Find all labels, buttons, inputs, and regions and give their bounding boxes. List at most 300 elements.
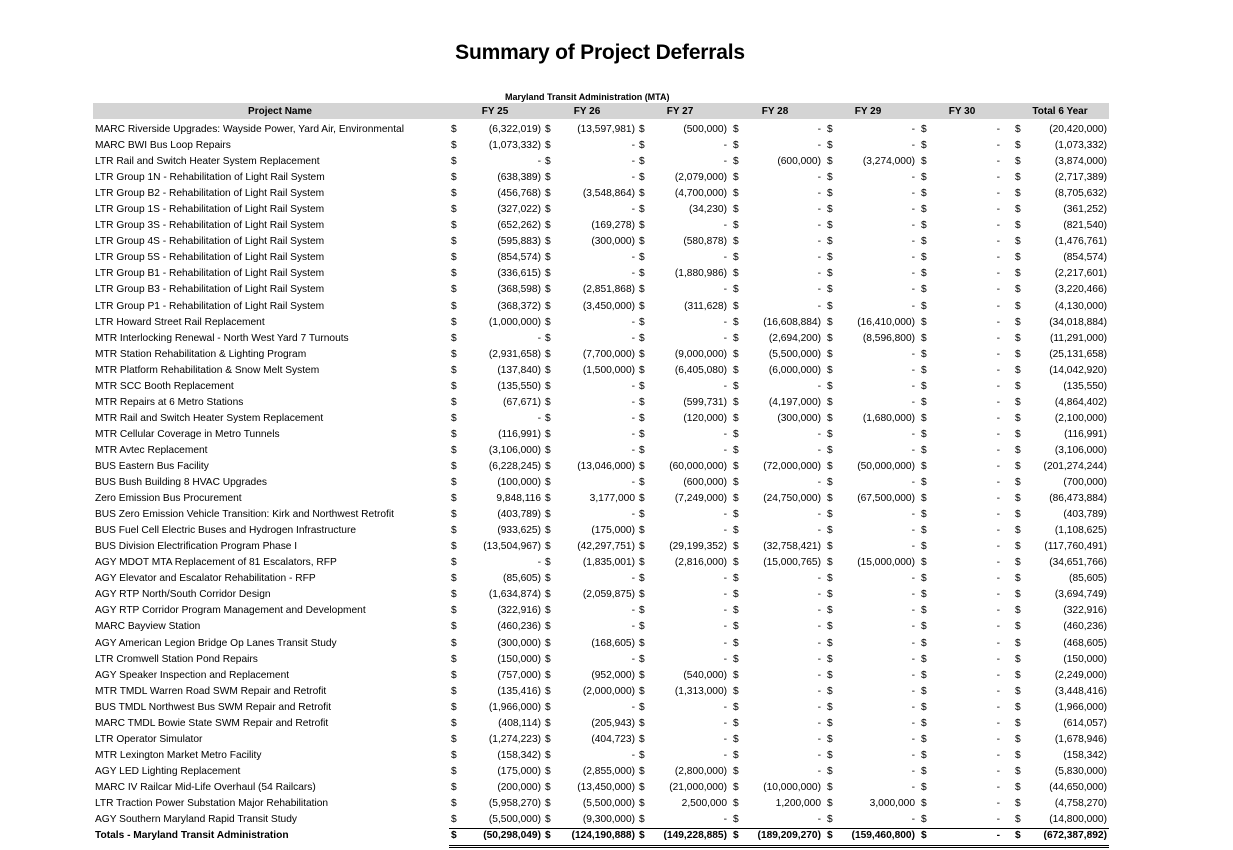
cell-value: (2,800,000) (674, 765, 727, 777)
cell-value: (9,000,000) (674, 348, 727, 360)
table-row (0, 652, 1233, 668)
currency-symbol: $ (733, 124, 739, 135)
cell-value: 3,000,000 (869, 797, 915, 809)
currency-symbol: $ (545, 124, 551, 135)
project-name: AGY RTP Corridor Program Management and Development (95, 605, 366, 617)
currency-symbol: $ (545, 204, 551, 216)
cell-value: (3,448,416) (1054, 685, 1107, 697)
currency-symbol: $ (639, 765, 645, 777)
currency-symbol: $ (451, 589, 457, 601)
cell-value: (1,880,986) (674, 268, 727, 280)
cell-value: - (996, 444, 1000, 456)
currency-symbol: $ (639, 669, 645, 681)
currency-symbol: $ (921, 460, 927, 472)
cell-value: - (996, 364, 1000, 376)
currency-symbol: $ (545, 589, 551, 601)
cell-value: (403,789) (1063, 509, 1107, 521)
currency-symbol: $ (639, 188, 645, 200)
currency-symbol: $ (1015, 749, 1021, 761)
cell-value: - (631, 252, 635, 264)
currency-symbol: $ (545, 541, 551, 553)
currency-symbol: $ (921, 332, 927, 344)
cell-value: (854,574) (497, 252, 541, 264)
project-name: BUS Eastern Bus Facility (95, 460, 209, 472)
table-row (0, 539, 1233, 555)
currency-symbol: $ (639, 380, 645, 392)
project-name: LTR Howard Street Rail Replacement (95, 316, 265, 328)
currency-symbol: $ (827, 653, 833, 665)
cell-value: (3,106,000) (488, 444, 541, 456)
cell-value: (2,079,000) (674, 172, 727, 184)
cell-value: (120,000) (683, 412, 727, 424)
currency-symbol: $ (827, 428, 833, 440)
currency-symbol: $ (1015, 493, 1021, 505)
cell-value: - (911, 284, 915, 296)
cell-value: (150,000) (497, 653, 541, 665)
table-row (0, 684, 1233, 700)
currency-symbol: $ (639, 685, 645, 697)
cell-value: (1,000,000) (488, 316, 541, 328)
project-name: LTR Group 3S - Rehabilitation of Light Rail System (95, 220, 325, 232)
cell-value: - (911, 621, 915, 633)
cell-value: - (817, 605, 821, 617)
table-row (0, 266, 1233, 282)
cell-value: (150,000) (1063, 653, 1107, 665)
currency-symbol: $ (921, 364, 927, 376)
cell-value: (1,634,874) (488, 589, 541, 601)
currency-symbol: $ (733, 637, 739, 649)
cell-value: (3,274,000) (862, 156, 915, 168)
currency-symbol: $ (545, 749, 551, 761)
cell-value: - (817, 284, 821, 296)
col-header-project: Project Name (248, 106, 312, 117)
cell-value: - (996, 412, 1000, 424)
currency-symbol: $ (1015, 541, 1021, 553)
cell-value: - (911, 188, 915, 200)
cell-value: (757,000) (497, 669, 541, 681)
currency-symbol: $ (827, 268, 833, 280)
project-name: MTR TMDL Warren Road SWM Repair and Retrofit (95, 685, 327, 697)
currency-symbol: $ (451, 396, 457, 408)
currency-symbol: $ (827, 172, 833, 184)
currency-symbol: $ (451, 797, 457, 809)
cell-value: (327,022) (497, 204, 541, 216)
cell-value: - (817, 717, 821, 729)
currency-symbol: $ (545, 830, 551, 842)
currency-symbol: $ (639, 477, 645, 489)
table-row (0, 668, 1233, 684)
table-row (0, 700, 1233, 716)
currency-symbol: $ (1015, 380, 1021, 392)
table-row (0, 507, 1233, 523)
currency-symbol: $ (921, 493, 927, 505)
project-name: AGY LED Lighting Replacement (95, 765, 241, 777)
cell-value: - (996, 332, 1000, 344)
cell-value: - (723, 717, 727, 729)
cell-value: - (817, 749, 821, 761)
currency-symbol: $ (921, 589, 927, 601)
currency-symbol: $ (451, 124, 457, 135)
currency-symbol: $ (639, 749, 645, 761)
currency-symbol: $ (451, 653, 457, 665)
currency-symbol: $ (451, 477, 457, 489)
currency-symbol: $ (921, 396, 927, 408)
table-row (0, 411, 1233, 427)
cell-value: - (996, 188, 1000, 200)
currency-symbol: $ (1015, 701, 1021, 713)
cell-value: (85,605) (1069, 573, 1107, 585)
cell-value: - (911, 236, 915, 248)
currency-symbol: $ (827, 637, 833, 649)
currency-symbol: $ (639, 204, 645, 216)
table-row (0, 234, 1233, 250)
currency-symbol: $ (451, 509, 457, 521)
cell-value: - (817, 814, 821, 826)
currency-symbol: $ (921, 156, 927, 168)
cell-value: (5,958,270) (488, 797, 541, 809)
currency-symbol: $ (827, 332, 833, 344)
currency-symbol: $ (827, 701, 833, 713)
cell-value: (599,731) (683, 396, 727, 408)
cell-value: - (817, 669, 821, 681)
cell-value: - (817, 220, 821, 232)
cell-value: - (996, 605, 1000, 617)
cell-value: - (631, 477, 635, 489)
cell-value: (6,405,080) (674, 364, 727, 376)
currency-symbol: $ (545, 685, 551, 697)
cell-value: (1,108,625) (1054, 525, 1107, 537)
table-row (0, 331, 1233, 347)
cell-value: 3,177,000 (589, 493, 635, 505)
currency-symbol: $ (921, 477, 927, 489)
cell-value: (25,131,658) (1049, 348, 1107, 360)
cell-value: (2,694,200) (768, 332, 821, 344)
currency-symbol: $ (451, 717, 457, 729)
cell-value: (300,000) (497, 637, 541, 649)
col-header-fy27: FY 27 (666, 106, 694, 117)
table-row (0, 780, 1233, 796)
cell-value: - (996, 701, 1000, 713)
project-name: LTR Traction Power Substation Major Rehabilitation (95, 797, 329, 809)
cell-value: - (631, 621, 635, 633)
cell-value: (854,574) (1063, 252, 1107, 264)
cell-value: - (911, 525, 915, 537)
currency-symbol: $ (733, 332, 739, 344)
cell-value: (1,966,000) (1054, 701, 1107, 713)
cell-value: - (996, 685, 1000, 697)
currency-symbol: $ (639, 509, 645, 521)
currency-symbol: $ (733, 444, 739, 456)
currency-symbol: $ (451, 525, 457, 537)
currency-symbol: $ (921, 814, 927, 826)
cell-value: - (911, 573, 915, 585)
project-name: LTR Group B3 - Rehabilitation of Light Rail System (95, 284, 325, 296)
currency-symbol: $ (921, 444, 927, 456)
currency-symbol: $ (921, 749, 927, 761)
cell-value: 1,200,000 (775, 797, 821, 809)
currency-symbol: $ (639, 541, 645, 553)
currency-symbol: $ (921, 268, 927, 280)
project-name: BUS Bush Building 8 HVAC Upgrades (95, 477, 267, 489)
currency-symbol: $ (451, 557, 457, 569)
cell-value: (13,046,000) (577, 460, 635, 472)
currency-symbol: $ (1015, 557, 1021, 569)
currency-symbol: $ (451, 348, 457, 360)
cell-value: - (911, 140, 915, 152)
cell-value: - (911, 124, 915, 135)
cell-value: - (723, 653, 727, 665)
cell-value: - (911, 364, 915, 376)
project-name: LTR Group 1N - Rehabilitation of Light Rail System (95, 172, 325, 184)
cell-value: - (996, 653, 1000, 665)
cell-value: - (631, 380, 635, 392)
currency-symbol: $ (545, 765, 551, 777)
cell-value: (16,608,884) (763, 316, 821, 328)
cell-value: (4,130,000) (1054, 300, 1107, 312)
cell-value: - (817, 444, 821, 456)
cell-value: (4,700,000) (674, 188, 727, 200)
currency-symbol: $ (545, 621, 551, 633)
project-name: AGY American Legion Bridge Op Lanes Transit Study (95, 637, 337, 649)
project-name: AGY Southern Maryland Rapid Transit Study (95, 814, 297, 826)
currency-symbol: $ (639, 717, 645, 729)
currency-symbol: $ (921, 220, 927, 232)
currency-symbol: $ (639, 396, 645, 408)
cell-value: - (911, 717, 915, 729)
currency-symbol: $ (451, 573, 457, 585)
cell-value: (3,874,000) (1054, 156, 1107, 168)
currency-symbol: $ (733, 316, 739, 328)
cell-value: (116,991) (498, 428, 541, 440)
cell-value: (3,220,466) (1054, 284, 1107, 296)
currency-symbol: $ (451, 749, 457, 761)
cell-value: - (911, 396, 915, 408)
project-name: LTR Group B2 - Rehabilitation of Light Rail System (95, 188, 325, 200)
currency-symbol: $ (827, 717, 833, 729)
cell-value: - (723, 140, 727, 152)
cell-value: (201,274,244) (1043, 460, 1107, 472)
currency-symbol: $ (733, 749, 739, 761)
cell-value: - (723, 814, 727, 826)
cell-value: (5,500,000) (582, 797, 635, 809)
currency-symbol: $ (733, 621, 739, 633)
currency-symbol: $ (639, 412, 645, 424)
cell-value: (4,864,402) (1054, 396, 1107, 408)
currency-symbol: $ (827, 830, 833, 842)
currency-symbol: $ (733, 156, 739, 168)
cell-value: (1,073,332) (1054, 140, 1107, 152)
currency-symbol: $ (921, 830, 927, 842)
cell-value: - (911, 589, 915, 601)
cell-value: - (996, 428, 1000, 440)
currency-symbol: $ (639, 444, 645, 456)
currency-symbol: $ (545, 460, 551, 472)
currency-symbol: $ (733, 685, 739, 697)
currency-symbol: $ (827, 316, 833, 328)
cell-value: - (911, 252, 915, 264)
currency-symbol: $ (639, 124, 645, 135)
cell-value: - (996, 765, 1000, 777)
cell-value: (20,420,000) (1049, 124, 1107, 135)
table-row (0, 571, 1233, 587)
cell-value: - (996, 621, 1000, 633)
cell-value: (2,851,868) (582, 284, 635, 296)
currency-symbol: $ (1015, 765, 1021, 777)
cell-value: (700,000) (1063, 477, 1107, 489)
cell-value: - (817, 380, 821, 392)
currency-symbol: $ (639, 364, 645, 376)
cell-value: (205,943) (591, 717, 635, 729)
currency-symbol: $ (733, 525, 739, 537)
cell-value: (168,605) (591, 637, 635, 649)
cell-value: - (817, 428, 821, 440)
cell-value: - (631, 332, 635, 344)
cell-value: - (996, 669, 1000, 681)
currency-symbol: $ (545, 300, 551, 312)
cell-value: - (631, 204, 635, 216)
cell-value: - (911, 428, 915, 440)
currency-symbol: $ (921, 637, 927, 649)
cell-value: - (996, 124, 1000, 135)
cell-value: - (723, 316, 727, 328)
currency-symbol: $ (639, 252, 645, 264)
currency-symbol: $ (733, 605, 739, 617)
total-rule-bottom-1 (449, 845, 1109, 846)
cell-value: - (723, 525, 727, 537)
currency-symbol: $ (451, 830, 457, 842)
cell-value: (8,596,800) (862, 332, 915, 344)
currency-symbol: $ (639, 332, 645, 344)
currency-symbol: $ (545, 781, 551, 793)
cell-value: (5,500,000) (488, 814, 541, 826)
currency-symbol: $ (827, 284, 833, 296)
table-row (0, 186, 1233, 202)
currency-symbol: $ (1015, 637, 1021, 649)
currency-symbol: $ (451, 493, 457, 505)
cell-value: - (817, 172, 821, 184)
table-row (0, 459, 1233, 475)
currency-symbol: $ (733, 765, 739, 777)
cell-value: (460,236) (497, 621, 541, 633)
cell-value: (2,717,389) (1054, 172, 1107, 184)
currency-symbol: $ (545, 188, 551, 200)
currency-symbol: $ (921, 124, 927, 135)
currency-symbol: $ (451, 733, 457, 745)
currency-symbol: $ (545, 364, 551, 376)
currency-symbol: $ (733, 236, 739, 248)
project-name: MTR Cellular Coverage in Metro Tunnels (95, 428, 280, 440)
currency-symbol: $ (451, 460, 457, 472)
table-row (0, 282, 1233, 298)
cell-value: - (996, 316, 1000, 328)
currency-symbol: $ (827, 781, 833, 793)
currency-symbol: $ (733, 220, 739, 232)
cell-value: (1,678,946) (1054, 733, 1107, 745)
currency-symbol: $ (639, 701, 645, 713)
cell-value: (2,000,000) (582, 685, 635, 697)
cell-value: (34,018,884) (1049, 316, 1107, 328)
currency-symbol: $ (451, 669, 457, 681)
project-name: Zero Emission Bus Procurement (95, 493, 242, 505)
currency-symbol: $ (1015, 509, 1021, 521)
agency-heading: Maryland Transit Administration (MTA) (505, 92, 670, 102)
currency-symbol: $ (545, 220, 551, 232)
currency-symbol: $ (545, 733, 551, 745)
cell-value: - (996, 733, 1000, 745)
currency-symbol: $ (1015, 621, 1021, 633)
currency-symbol: $ (451, 220, 457, 232)
cell-value: - (631, 444, 635, 456)
currency-symbol: $ (451, 814, 457, 826)
cell-value: - (723, 220, 727, 232)
currency-symbol: $ (451, 332, 457, 344)
currency-symbol: $ (639, 573, 645, 585)
project-name: MTR Platform Rehabilitation & Snow Melt System (95, 364, 320, 376)
cell-value: - (996, 477, 1000, 489)
currency-symbol: $ (451, 140, 457, 152)
currency-symbol: $ (1015, 653, 1021, 665)
cell-value: (600,000) (683, 477, 727, 489)
currency-symbol: $ (1015, 364, 1021, 376)
cell-value: (404,723) (591, 733, 635, 745)
cell-value: 2,500,000 (681, 797, 727, 809)
currency-symbol: $ (921, 717, 927, 729)
currency-symbol: $ (545, 156, 551, 168)
currency-symbol: $ (639, 797, 645, 809)
currency-symbol: $ (639, 621, 645, 633)
table-row (0, 138, 1233, 154)
cell-value: (5,830,000) (1054, 765, 1107, 777)
cell-value: - (817, 140, 821, 152)
col-header-fy25: FY 25 (481, 106, 509, 117)
project-name: LTR Rail and Switch Heater System Replacement (95, 156, 320, 168)
currency-symbol: $ (921, 541, 927, 553)
cell-value: - (996, 781, 1000, 793)
cell-value: - (996, 140, 1000, 152)
currency-symbol: $ (733, 252, 739, 264)
currency-symbol: $ (1015, 300, 1021, 312)
currency-symbol: $ (921, 557, 927, 569)
currency-symbol: $ (1015, 252, 1021, 264)
currency-symbol: $ (1015, 669, 1021, 681)
currency-symbol: $ (545, 717, 551, 729)
currency-symbol: $ (639, 589, 645, 601)
currency-symbol: $ (921, 236, 927, 248)
cell-value: - (817, 733, 821, 745)
cell-value: (86,473,884) (1049, 493, 1107, 505)
cell-value: - (817, 268, 821, 280)
cell-value: - (537, 412, 541, 424)
cell-value: - (996, 460, 1000, 472)
currency-symbol: $ (921, 509, 927, 521)
project-name: MARC IV Railcar Mid-Life Overhaul (54 Railcars) (95, 781, 316, 793)
table-row (0, 748, 1233, 764)
cell-value: - (631, 316, 635, 328)
project-name: LTR Group 5S - Rehabilitation of Light Rail System (95, 252, 325, 264)
cell-value: (933,625) (497, 525, 541, 537)
cell-value: - (996, 493, 1000, 505)
project-name: MTR SCC Booth Replacement (95, 380, 234, 392)
currency-symbol: $ (827, 124, 833, 135)
currency-symbol: $ (827, 573, 833, 585)
cell-value: (34,230) (689, 204, 727, 216)
cell-value: (322,916) (497, 605, 541, 617)
currency-symbol: $ (545, 814, 551, 826)
cell-value: - (911, 300, 915, 312)
cell-value: (15,000,000) (857, 557, 915, 569)
cell-value: - (911, 509, 915, 521)
cell-value: - (996, 172, 1000, 184)
